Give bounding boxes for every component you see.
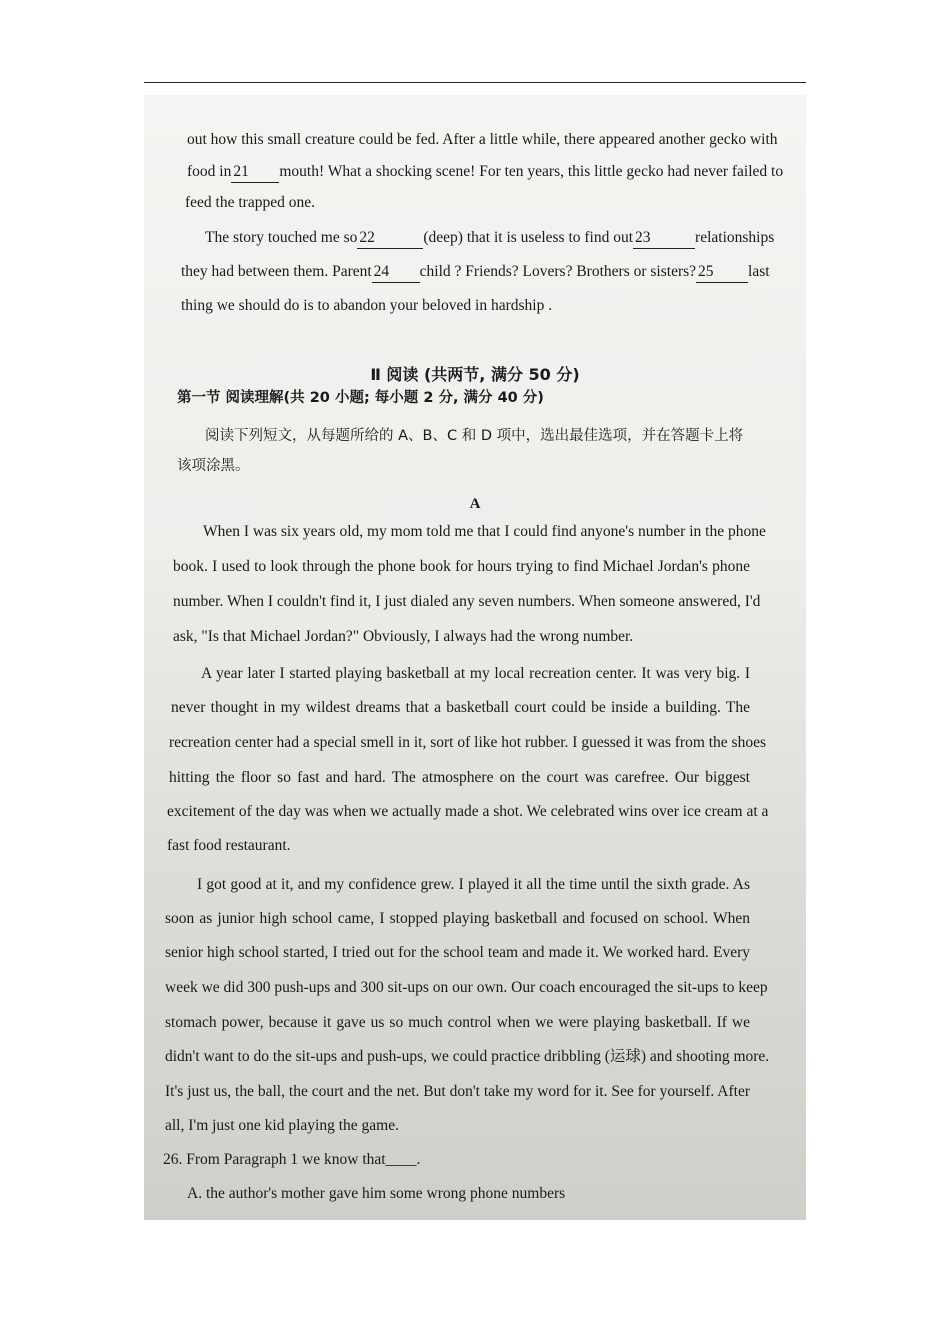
passage-line: ask, "Is that Michael Jordan?" Obviously, I always had the wrong number. — [173, 628, 634, 645]
passage-line: When I was six years old, my mom told me that I could find anyone's number in the phone — [203, 523, 766, 540]
passage-line: I got good at it, and my confidence grew. I played it all the time until the sixth grade. As — [197, 876, 750, 893]
question-26: 26. From Paragraph 1 we know that____. — [163, 1151, 421, 1168]
part-title: 第一节 阅读理解(共 20 小题; 每小题 2 分, 满分 40 分) — [177, 390, 544, 406]
passage-line: excitement of the day was when we actually made a shot. We celebrated wins over ice cream at a — [167, 803, 769, 820]
passage-line: soon as junior high school came, I stopped playing basketball and focused on school. When — [165, 910, 750, 927]
passage-line: recreation center had a special smell in it, sort of like hot rubber. I guessed it was from the shoes — [169, 734, 766, 751]
passage-line: A year later I started playing basketball at my local recreation center. It was very big. I — [201, 665, 750, 682]
blank-24: 24 — [372, 262, 420, 283]
passage-line: senior high school started, I tried out for the school team and made it. We worked hard. Every — [165, 944, 750, 961]
passage-line: hitting the floor so fast and hard. The atmosphere on the court was carefree. Our biggest — [169, 769, 750, 786]
top-rule — [144, 82, 806, 83]
cloze-line-5: they had between them. Parent 24 child ? Friends? Lovers? Brothers or sisters? 25 last — [181, 262, 751, 283]
passage-line: never thought in my wildest dreams that a basketball court could be inside a building. The — [171, 699, 750, 716]
passage-line: stomach power, because it gave us so much control when we were playing basketball. If we — [165, 1014, 750, 1031]
cloze-line-2: food in 21 mouth! What a shocking scene! For ten years, this little gecko had never failed to — [187, 162, 749, 183]
blank-25: 25 — [696, 262, 748, 283]
passage-line: week we did 300 push-ups and 300 sit-ups on our own. Our coach encouraged the sit-ups to keep — [165, 979, 768, 996]
passage-line: number. When I couldn't find it, I just dialed any seven numbers. When someone answered, I'd — [173, 593, 761, 610]
blank-23: 23 — [633, 228, 695, 249]
passage-line: It's just us, the ball, the court and the net. But don't take my word for it. See for yourself. After — [165, 1083, 750, 1100]
passage-line: fast food restaurant. — [167, 837, 291, 854]
cloze-line-4: The story touched me so 22 (deep) that it is useless to find out 23 relationships — [205, 228, 751, 249]
section-title: Ⅱ 阅读 (共两节, 满分 50 分) — [370, 365, 580, 384]
cloze-line-6: thing we should do is to abandon your beloved in hardship . — [181, 297, 553, 314]
blank-21: 21 — [231, 162, 279, 183]
blank-22: 22 — [357, 228, 423, 249]
question-26-option-a: A. the author's mother gave him some wrong phone numbers — [187, 1185, 566, 1202]
cloze-line-3: feed the trapped one. — [185, 194, 315, 211]
passage-line: book. I used to look through the phone book for hours trying to find Michael Jordan's phone — [173, 558, 750, 575]
passage-line: all, I'm just one kid playing the game. — [165, 1117, 399, 1134]
cloze-line-1: out how this small creature could be fed. After a little while, there appeared another gecko with — [187, 131, 778, 148]
instruction-line-2: 该项涂黑。 — [177, 458, 250, 474]
passage-line: didn't want to do the sit-ups and push-ups, we could practice dribbling (运球) and shooting more. — [165, 1048, 770, 1065]
instruction-line-1: 阅读下列短文，从每题所给的 A、B、C 和 D 项中，选出最佳选项，并在答题卡上将 — [205, 428, 744, 444]
passage-letter: A — [469, 496, 481, 512]
